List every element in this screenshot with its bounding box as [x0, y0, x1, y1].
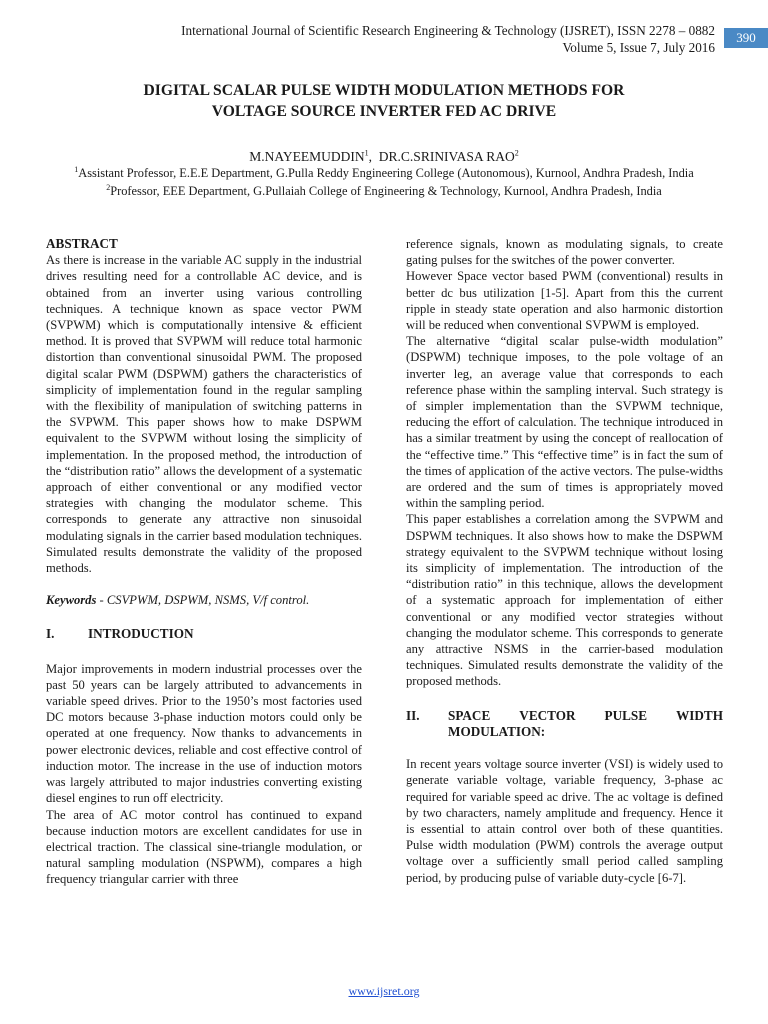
- left-column: [46, 236, 362, 888]
- right-paragraph-2: However Space vector based PWM (conventional) results in better dc bus utilization [1-5]. Apart from this the current ripple in steady state operation and also harmonic distortion will be reduced when conventional SVPWM is employed.: [406, 269, 723, 333]
- section-1-number: I.: [46, 626, 55, 642]
- author-1: M.NAYEEMUDDIN: [249, 149, 365, 164]
- section-2-word-1: SPACE: [448, 707, 491, 723]
- section-2-word-2: VECTOR: [519, 707, 576, 723]
- journal-header: [75, 22, 715, 56]
- affiliation-1: [0, 165, 768, 181]
- affiliation-2: [0, 183, 768, 199]
- affiliation-2-text: Professor, EEE Department, G.Pullaiah College of Engineering & Technology, Kurnool, Andhra Pradesh, India: [110, 184, 662, 198]
- abstract-text: As there is increase in the variable AC supply in the industrial drives resulting need for a controllable AC device, and is obtained from an inverter using various controlling techniques. A technique known as space vector PWM (SVPWM) which is computationally intensive & efficient method. It is proved that SVPWM will reduce total harmonic distortion than conventional sinusoidal PWM. The proposed digital scalar PWM (DSPWM) gathers the characteristics of simplicity of implementation found in the regular sampling with the flexibility of manipulation of switching patterns in the SVPWM. This paper shows how to make DSPWM equivalent to the SVPWM without losing the simplicity of implementation. In the proposed method, the introduction of the “distribution ratio” allows the development of a systematic approach of either conventional or any modified vector strategies with changing the modulator scheme. This corresponds to generate any attractive non sinusoidal modulating signals in the carrier based modulation techniques. Simulated results demonstrate the validity of the proposed methods.: [46, 253, 362, 576]
- section-2-title-line2: MODULATION:: [448, 723, 546, 739]
- journal-volume: Volume 5, Issue 7, July 2016: [562, 40, 715, 55]
- keywords: [46, 592, 362, 608]
- section-1-title: INTRODUCTION: [88, 626, 194, 642]
- section-2-paragraph-1: In recent years voltage source inverter (VSI) is widely used to generate variable voltage, variable frequency, 3-phase ac required for variable speed ac drive. The ac voltage is defined by two characters, namely amplitude and frequency. Hence it is essential to attain control over both of these quantities. Pulse width modulation (PWM) controls the average output voltage over a sufficiently small period called sampling period, by producing pulse of variable duty-cycle [6-7].: [406, 757, 723, 885]
- footer-link[interactable]: www.ijsret.org: [348, 984, 420, 998]
- section-2-title-line1: [448, 708, 723, 724]
- right-paragraph-1: reference signals, known as modulating signals, to create gating pulses for the switches of the power converter.: [406, 237, 723, 268]
- affiliation-1-sup: 1: [74, 164, 79, 174]
- paper-title-line2: VOLTAGE SOURCE INVERTER FED AC DRIVE: [211, 103, 557, 120]
- right-paragraph-3: The alternative “digital scalar pulse-width modulation” (DSPWM) technique imposes, to the pole voltage of an inverter leg, an average value that corresponds to each reference phase within the sampling interval. Such strategy is of simpler implementation than the SVPWM technique, reducing the effort of calculation. The technique introduced in has a similar treatment by using the concept of reallocation of the “effective time.” This “effective time” is in fact the sum of the times of application of the active vectors. The pulse-widths are ordered and the sum of times is appropriately moved within the sampling period.: [406, 334, 723, 511]
- section-2-word-4: WIDTH: [676, 707, 723, 723]
- author-2: DR.C.SRINIVASA RAO: [378, 149, 515, 164]
- paper-title-line1: DIGITAL SCALAR PULSE WIDTH MODULATION METHODS FOR: [143, 82, 625, 99]
- abstract-heading: ABSTRACT: [46, 236, 118, 251]
- right-column: [406, 236, 723, 886]
- journal-name: International Journal of Scientific Research Engineering & Technology (IJSRET), ISSN 2278 – 0882: [181, 23, 715, 38]
- page-number-badge: 390: [724, 28, 768, 48]
- author-separator: ,: [368, 149, 379, 164]
- paper-title: [0, 80, 768, 122]
- keywords-label: Keywords: [46, 593, 97, 608]
- intro-paragraph-1: Major improvements in modern industrial processes over the past 50 years can be largely attributed to advancements in variable speed drives. Prior to the 1950’s most factories used DC motors because 3-phase induction motors could only be operated at one frequency. Now thanks to advancements in power electronic devices, reliable and cost effective control of induction motor. The increase in the use of induction motors was largely attributed to major industries converting existing diesel engines to run off electricity.: [46, 661, 362, 806]
- keywords-text: - CSVPWM, DSPWM, NSMS, V/f control.: [96, 593, 310, 608]
- affiliation-2-sup: 2: [106, 182, 111, 192]
- section-2-number: II.: [406, 707, 420, 723]
- affiliation-1-text: Assistant Professor, E.E.E Department, G.Pulla Reddy Engineering College (Autonomous), Kurnool, Andhra Pradesh, India: [78, 166, 694, 180]
- author-list: [0, 148, 768, 165]
- section-2-word-3: PULSE: [604, 707, 648, 723]
- section-2-heading: [406, 708, 723, 740]
- author-1-sup: 1: [364, 148, 369, 158]
- intro-paragraph-2: The area of AC motor control has continued to expand because induction motors are excellent candidates for use in electrical traction. The classical sine-triangle modulation, or natural sampling modulation (NSPWM), compares a high frequency triangular carrier with three: [46, 807, 362, 887]
- right-paragraph-4: This paper establishes a correlation among the SVPWM and DSPWM techniques. It also shows how to make the DSPWM strategy equivalent to the SVPWM technique without losing its simplicity of implementation. The introduction of the “distribution ratio” in this technique, allows the development of a systematic approach for implementation of either conventional or any modified vector strategies without changing the modulator scheme. This corresponds to generate any attractive NSMS in the carrier-based modulation techniques. Simulated results demonstrate the validity of the proposed methods.: [406, 512, 723, 689]
- author-2-sup: 2: [514, 148, 519, 158]
- footer: [0, 984, 768, 999]
- section-1-heading: [46, 626, 362, 642]
- section-2-title: [448, 708, 723, 740]
